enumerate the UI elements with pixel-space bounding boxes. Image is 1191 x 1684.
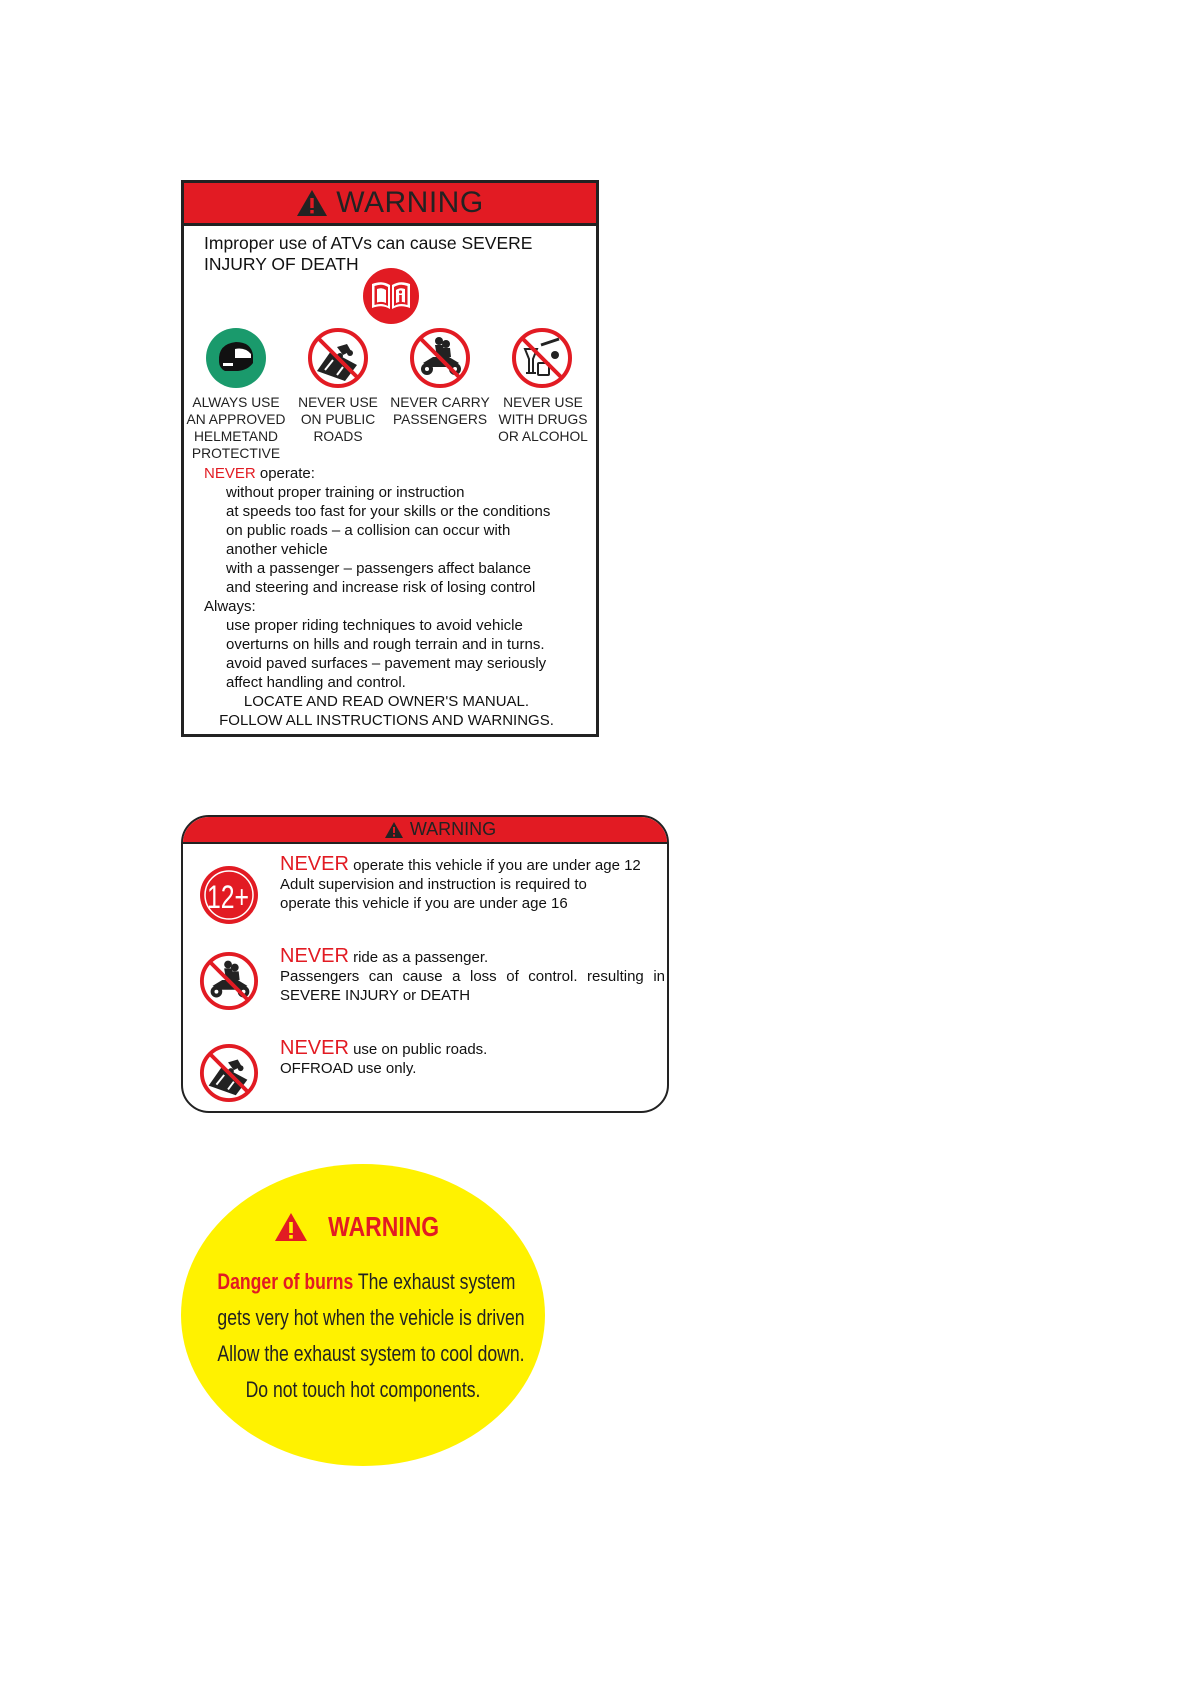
list-item: overturns on hills and rough terrain and in turns. xyxy=(226,636,545,653)
instructions-text xyxy=(204,464,589,730)
no-drugs-alcohol-icon xyxy=(511,327,573,389)
list-item: without proper training or instruction xyxy=(226,484,465,501)
warning-title: WARNING xyxy=(336,186,484,219)
warning-title: WARNING xyxy=(328,1211,440,1242)
atv-warning-label xyxy=(181,180,599,737)
helmet-icon xyxy=(205,327,267,389)
always-heading: Always: xyxy=(204,598,256,615)
text-line: Danger of burns The exhaust system xyxy=(217,1269,516,1294)
warning-triangle-icon xyxy=(274,1212,308,1242)
warning-triangle-icon xyxy=(296,189,328,217)
age-12-plus-icon xyxy=(199,865,259,925)
list-item: and steering and increase risk of losing control xyxy=(226,579,536,596)
text-line: Do not touch hot components. xyxy=(245,1377,481,1402)
exhaust-burn-warning-label xyxy=(181,1164,545,1466)
warning-header xyxy=(184,183,596,226)
no-public-roads-icon xyxy=(307,327,369,389)
never-operate-heading: NEVER operate: xyxy=(204,465,315,482)
pictogram-caption: ALWAYS USE AN APPROVED HELMETAND PROTECTIVE xyxy=(186,395,286,461)
list-item: affect handling and control. xyxy=(226,674,406,691)
list-item: at speeds too fast for your skills or the conditions xyxy=(226,503,551,520)
pictogram-caption: NEVER USE WITH DRUGS OR ALCOHOL xyxy=(498,395,588,444)
age-passenger-road-warning-label xyxy=(181,815,669,1113)
pictogram-row xyxy=(184,327,596,397)
no-public-roads-icon xyxy=(199,1043,259,1103)
list-item: use proper riding techniques to avoid vehicle xyxy=(226,617,523,634)
warning-header xyxy=(183,817,667,844)
no-passengers-icon xyxy=(199,951,259,1011)
warning-title: WARNING xyxy=(409,819,497,839)
footer-line: LOCATE AND READ OWNER'S MANUAL. xyxy=(243,693,530,710)
warning-row-text: NEVER operate this vehicle if you are under age 12 Adult supervision and instruction is required to operate this vehicle if you are under age 16 xyxy=(280,853,641,912)
list-item: on public roads – a collision can occur with xyxy=(226,522,511,539)
warning-header xyxy=(181,1211,545,1243)
pictogram-caption: NEVER CARRY PASSENGERS xyxy=(390,395,490,427)
warning-triangle-icon xyxy=(384,821,404,839)
text-line: gets very hot when the vehicle is driven xyxy=(217,1305,525,1330)
owners-manual-icon xyxy=(362,267,420,325)
list-item: avoid paved surfaces – pavement may seriously xyxy=(226,655,547,672)
list-item: with a passenger – passengers affect balance xyxy=(226,560,531,577)
warning-row-text: NEVER use on public roads. OFFROAD use only. xyxy=(280,1037,488,1077)
no-passengers-icon xyxy=(409,327,471,389)
warning-row-text: NEVER ride as a passenger. Passengers can cause a loss of control. resulting in SEVERE INJURY or DEATH xyxy=(280,945,665,1004)
intro-text: Improper use of ATVs can cause SEVERE INJURY OF DEATH xyxy=(204,233,533,274)
text-line: Allow the exhaust system to cool down. xyxy=(217,1341,525,1366)
footer-line: FOLLOW ALL INSTRUCTIONS AND WARNINGS. xyxy=(219,712,554,729)
pictogram-caption: NEVER USE ON PUBLIC ROADS xyxy=(298,395,378,444)
svg-text:12+: 12+ xyxy=(206,879,250,916)
burn-warning-text xyxy=(181,1264,545,1408)
list-item: another vehicle xyxy=(226,541,328,558)
